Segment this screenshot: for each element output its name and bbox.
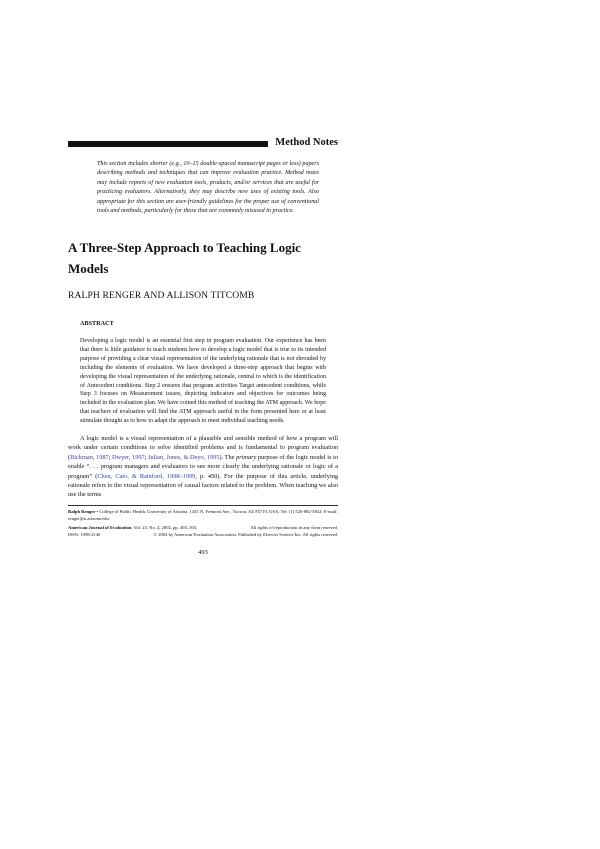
body-text: purpose of the logic model is to enable “. . . program managers and evaluators to see more clearly the underlying rationale or logic of a program” (: [68, 453, 339, 480]
rights-text: All rights of reproduction in any form reserved.: [250, 525, 338, 530]
page-number: 493: [198, 549, 208, 556]
copyright-text: © 2002 by American Evaluation Association. Published by Elsevier Science Inc. All rights reserved.: [153, 532, 338, 537]
journal-details: , Vol. 23, No. 4, 2002, pp. 493–503.: [131, 525, 198, 530]
citation-link[interactable]: Julian, Jones, & Deyo, 1995: [148, 453, 220, 461]
journal-row: [68, 524, 338, 531]
section-title: Method Notes: [275, 137, 338, 148]
bullet: •: [95, 509, 100, 514]
body-text: A logic model is a visual representation of a plausible and sensible method of how a program will work under certain conditions to solve identified problems and is fundamental to program evaluation (: [68, 435, 338, 461]
article-authors: RALPH RENGER AND ALLISON TITCOMB: [68, 290, 255, 301]
citation-link[interactable]: Chen, Cato, & Rainford, 1998–1999: [97, 472, 196, 480]
author-info: College of Public Health, University of Arizona, 1435 N. Fremont Ave., Tucson, AZ 85719, USA; Tel: (1) 520-882-5832; E-mail: renger@u.arizona.edu.: [68, 509, 338, 521]
section-rule: [68, 141, 268, 147]
author-name: Ralph Renger: [68, 509, 96, 514]
footer-divider: [68, 505, 338, 506]
author-affiliation: [68, 508, 338, 522]
citation-link[interactable]: Dwyer, 1997: [112, 453, 145, 461]
body-paragraph: [68, 434, 338, 500]
journal-citation: [68, 524, 197, 531]
article-title: A Three-Step Approach to Teaching Logic Models: [68, 240, 301, 276]
body-text: ;: [108, 453, 113, 461]
section-description: This section includes shorter (e.g., 10–15 double-spaced manuscript pages or less) papers describing methods and techniques that can improve evaluation practice. Method notes may include reports of new evaluation tools, products, and/or services that are useful for practicing evaluators. Alternatively, they may describe new uses of existing tools. Also appropriate for this section are user-friendly guidelines for the proper use of conventional tools and methods, particularly for those that are commonly misused in practice.: [97, 161, 319, 215]
issn: ISSN: 1098-2140: [68, 532, 101, 537]
citation-link[interactable]: Bickman, 1987: [70, 453, 109, 461]
emphasis-text: primary: [236, 453, 257, 461]
abstract-text: Developing a logic model is an essential first step in program evaluation. Our experience has been that there is little guidance to teach students how to develop a logic model that is true to its intended purpose of providing a clear visual representation of the underlying rationale that is not shrouded by including the elements of evaluation. We have developed a three-step approach that begins with developing the visual representation of the underlying rationale, central to which is the identification of Antecedent conditions. Step 2 ensures that program activities Target antecedent conditions, while Step 3 focuses on Measurement issues, depicting indicators and objectives for outcomes being included in the evaluation plan. We have coined this method of teaching the ATM approach. We hope that teachers of evaluation will find the ATM approach useful in the form presented here or at least stimulate thought as to how to adapt the approach to meet individual teaching needs.: [80, 338, 326, 425]
body-text: , p. 450). For the purpose of this article, underlying rationale refers to the visual representation of causal factors related to the problem. When teaching we also use the terms: [68, 472, 339, 499]
body-text: ). The: [219, 453, 237, 461]
abstract-heading: ABSTRACT: [80, 320, 114, 327]
journal-info: [68, 524, 338, 538]
body-text: ;: [144, 453, 149, 461]
journal-name: American Journal of Evaluation: [68, 525, 132, 530]
copyright-row: [68, 531, 338, 538]
